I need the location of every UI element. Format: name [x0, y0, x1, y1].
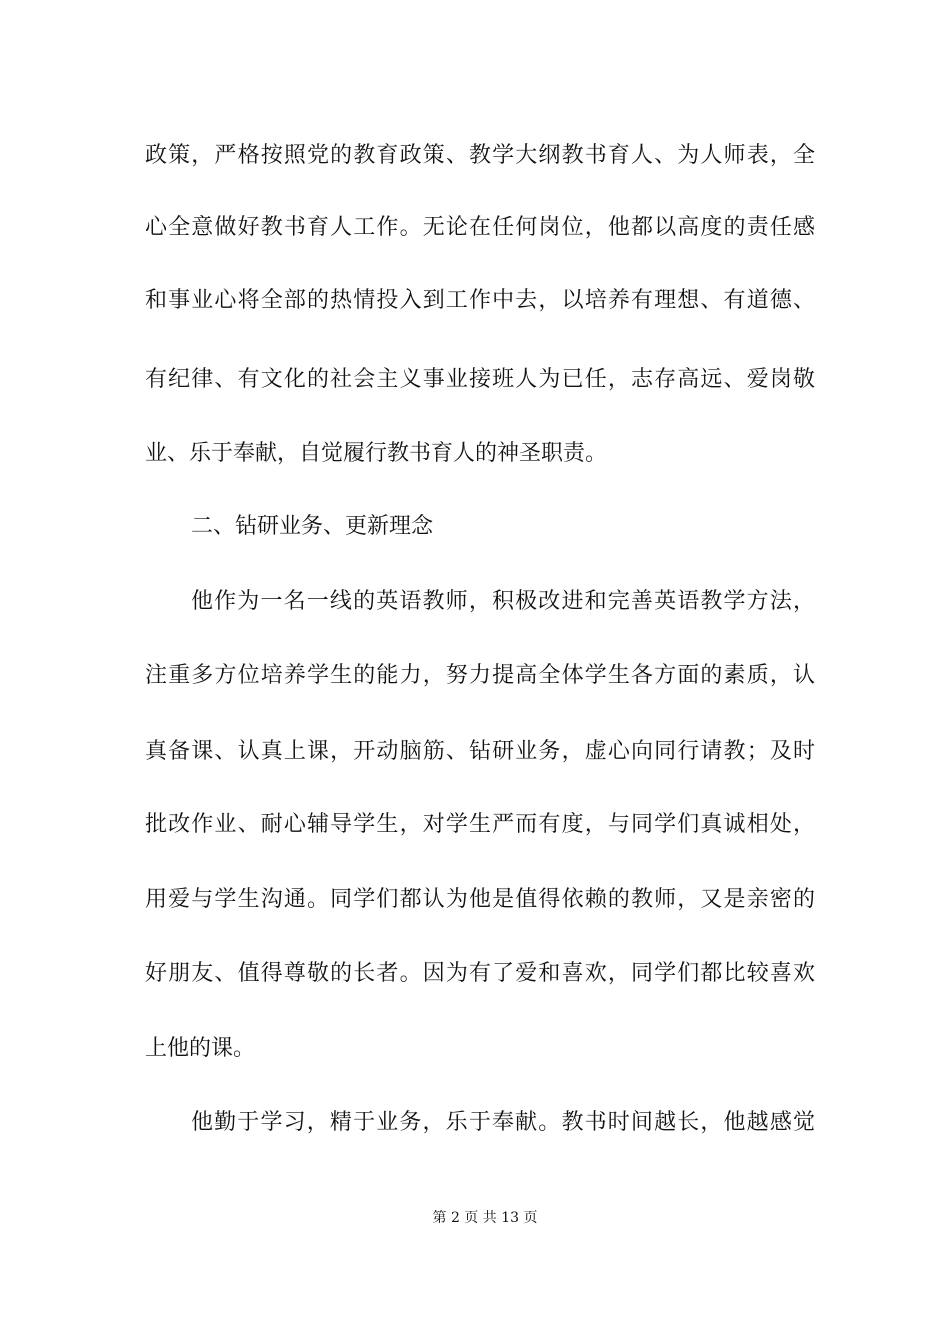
paragraph-line: 心全意做好教书育人工作。无论在任何岗位，他都以高度的责任感: [145, 215, 815, 240]
paragraph-line: 注重多方位培养学生的能力，努力提高全体学生各方面的素质，认: [145, 663, 815, 688]
paragraph-line: 他作为一名一线的英语教师，积极改进和完善英语教学方法，: [191, 589, 815, 614]
paragraph-line: 用爱与学生沟通。同学们都认为他是值得依赖的教师，又是亲密的: [145, 887, 815, 912]
page-number-footer: 第 2 页 共 13 页: [432, 1210, 538, 1226]
paragraph-line: 好朋友、值得尊敬的长者。因为有了爱和喜欢，同学们都比较喜欢: [145, 961, 815, 986]
paragraph-line: 和事业心将全部的热情投入到工作中去，以培养有理想、有道德、: [145, 288, 815, 313]
paragraph-line: 上他的课。: [145, 1036, 256, 1061]
paragraph-line: 真备课、认真上课，开动脑筋、钻研业务，虚心向同行请教；及时: [145, 739, 815, 764]
paragraph-line: 批改作业、耐心辅导学生，对学生严而有度，与同学们真诚相处，: [145, 812, 815, 837]
paragraph-line: 他勤于学习，精于业务，乐于奉献。教书时间越长，他越感觉: [191, 1110, 815, 1135]
paragraph-line: 业、乐于奉献，自觉履行教书育人的神圣职责。: [145, 441, 608, 466]
paragraph-line: 政策，严格按照党的教育政策、教学大纲教书育人、为人师表，全: [145, 143, 815, 168]
section-heading: 二、钻研业务、更新理念: [191, 514, 434, 539]
paragraph-line: 有纪律、有文化的社会主义事业接班人为已任，志存高远、爱岗敬: [145, 367, 815, 392]
